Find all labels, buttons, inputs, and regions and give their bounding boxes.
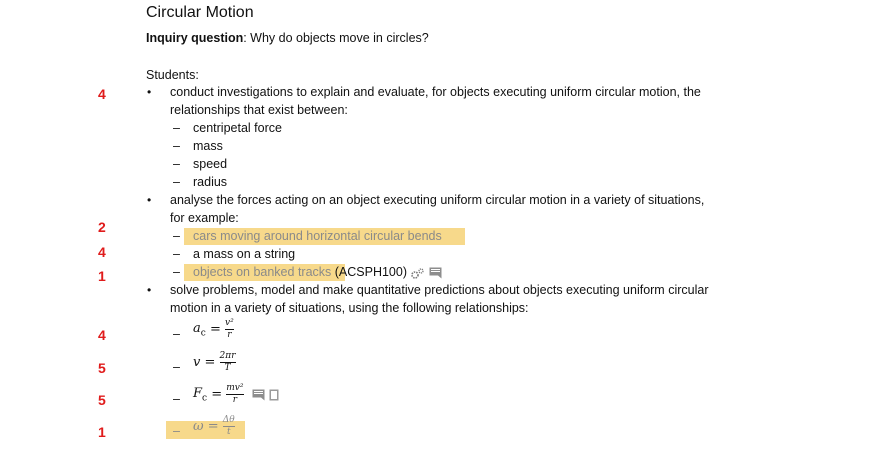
- dash: –: [173, 175, 180, 189]
- dash: –: [173, 247, 180, 261]
- dash: –: [173, 229, 180, 243]
- bullet3-line1: solve problems, model and make quantitative predictions about objects executing uniform circular: [170, 283, 709, 297]
- fraction: $\frac{\text{mv²}}{r}$: [226, 383, 244, 405]
- dash: –: [173, 157, 180, 171]
- page-title: Circular Motion: [146, 4, 254, 21]
- comment-icon[interactable]: [429, 267, 442, 279]
- dash: –: [173, 121, 180, 135]
- bullet2-line1: analyse the forces acting on an object executing uniform circular motion in a variety of situations,: [170, 193, 705, 207]
- score-number: 4: [98, 327, 106, 343]
- list-item-with-code: [193, 265, 442, 279]
- score-number: 4: [98, 86, 106, 102]
- list-item: mass: [193, 139, 223, 153]
- score-number: 5: [98, 392, 106, 408]
- bullet1-line1: conduct investigations to explain and evaluate, for objects executing uniform circular motion, the: [170, 85, 701, 99]
- bullet-dot: •: [147, 85, 152, 99]
- fraction: $\frac{\text{v²}}{r}$: [225, 318, 234, 340]
- list-item: speed: [193, 157, 228, 171]
- fraction: $\frac{\Delta\theta}{t}$: [222, 415, 235, 437]
- dash: –: [173, 360, 180, 374]
- curriculum-code: (ACSPH100): [331, 265, 408, 279]
- equation-angular-velocity: ω = $\frac{\Delta\theta}{t}$: [193, 415, 235, 437]
- comment-icon[interactable]: [252, 389, 265, 401]
- inquiry-label: Inquiry question: [146, 31, 244, 45]
- fraction: $\frac{2\pi r}{T}$: [219, 351, 236, 373]
- dash: –: [173, 139, 180, 153]
- bullet3-line2: motion in a variety of situations, using the following relationships:: [170, 301, 529, 315]
- dash: –: [173, 265, 180, 279]
- inquiry-question: [146, 31, 429, 45]
- score-number: 1: [98, 424, 106, 440]
- gears-icon[interactable]: [411, 267, 425, 279]
- bullet1-line2: relationships that exist between:: [170, 103, 348, 117]
- equation-centripetal-force: $F_c$ = $\frac{\text{mv²}}{r}$: [193, 384, 279, 405]
- icon-group: [252, 389, 279, 401]
- list-item: centripetal force: [193, 121, 282, 135]
- bullet-dot: •: [147, 193, 152, 207]
- list-item: radius: [193, 175, 228, 189]
- equation-centripetal-acceleration: $a_c$ = $\frac{\text{v²}}{r}$: [193, 318, 234, 340]
- inquiry-text: : Why do objects move in circles?: [243, 31, 429, 45]
- score-number: 4: [98, 244, 106, 260]
- score-number: 2: [98, 219, 106, 235]
- dash: –: [173, 327, 180, 341]
- dash: –: [173, 392, 180, 406]
- list-item-highlighted: objects on banked tracks: [193, 265, 332, 279]
- list-item-highlighted: cars moving around horizontal circular bends: [193, 229, 442, 243]
- equation-speed: v = $\frac{2\pi r}{T}$: [193, 351, 236, 373]
- score-number: 1: [98, 268, 106, 284]
- icon-group: [411, 267, 442, 279]
- copy-icon[interactable]: [269, 389, 279, 401]
- bullet2-line2: for example:: [170, 211, 239, 225]
- score-number: 5: [98, 360, 106, 376]
- dash: –: [173, 424, 180, 438]
- list-item: a mass on a string: [193, 247, 296, 261]
- students-label: Students:: [146, 68, 199, 82]
- bullet-dot: •: [147, 283, 152, 297]
